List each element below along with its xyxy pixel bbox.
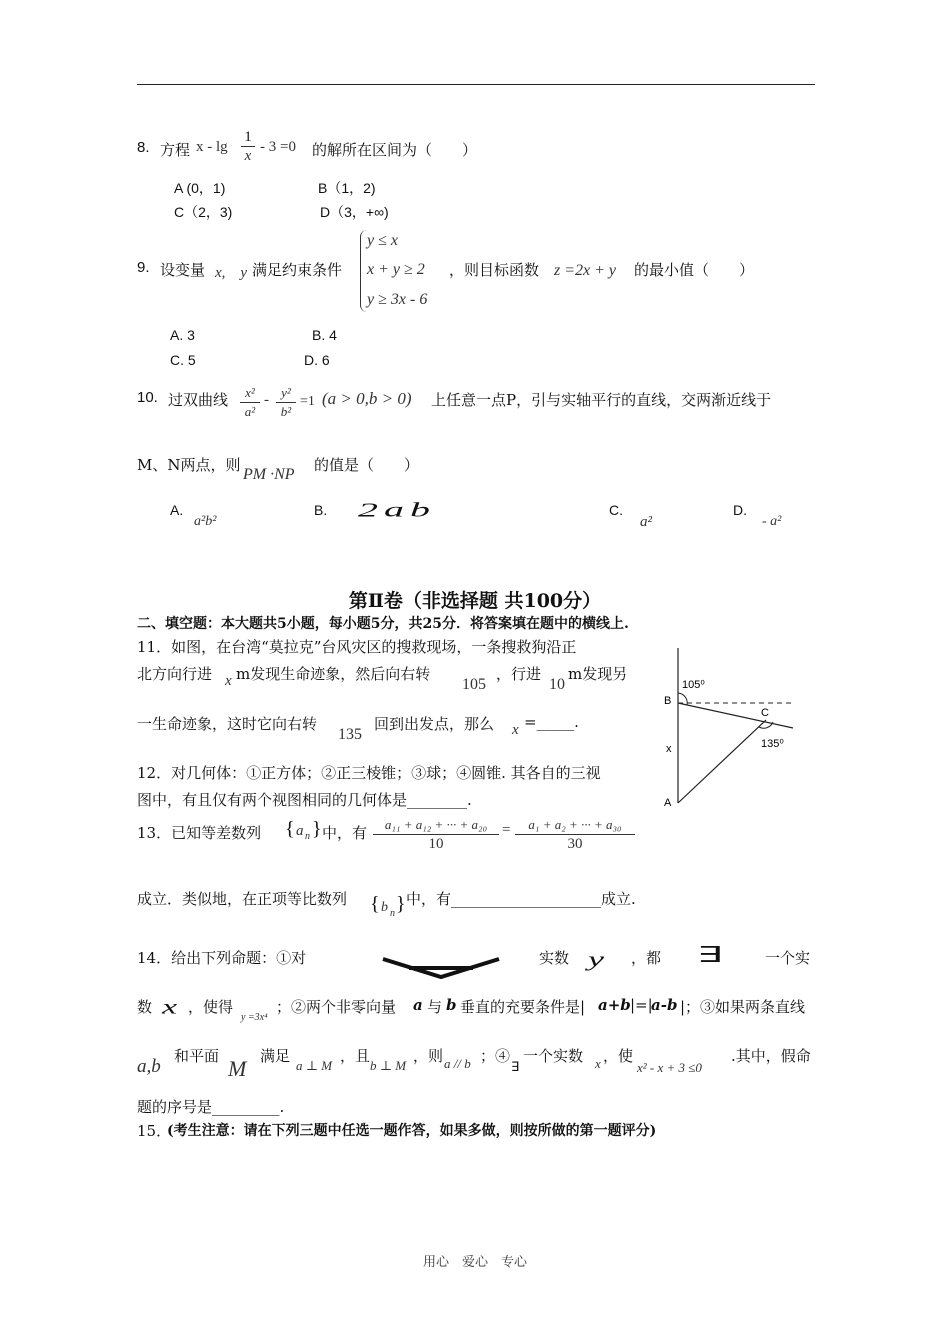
question-text: |=| [630,996,653,1014]
angle-value: 105 [462,676,486,693]
option-b: B（1，2) [318,180,376,196]
segment-ca [678,720,766,803]
perp-expr: b ⊥ M [370,1058,407,1073]
objective-expr: z =2x + y [554,262,617,279]
exists-symbol: ∃ [697,942,723,968]
section-heading: 二、填空题：本大题共5小题，每小题5分，共25分．将答案填在题中的横线上. [137,616,629,632]
option-c: C（2，3) [174,204,233,220]
question-text: M、N两点，则 [137,456,241,474]
question-text: m发现另 [568,665,628,683]
lines-ab: a,b [137,1056,161,1077]
seq-subscript: n [390,908,395,919]
section-title: 第Ⅱ卷（非选择题 共100分） [348,590,602,612]
point-label-c: C [761,707,769,719]
frac-numerator: a₁ + a₂ + ··· + a₃₀ [515,816,635,835]
math-operator: - [264,392,269,408]
math-expr: - 3 =0 [260,139,296,155]
constraint-brace [360,230,367,312]
point-label-a: A [664,797,672,809]
question-text: ，都 [631,949,662,967]
question-text: 中，有____________________成立. [406,890,636,908]
fraction [515,816,635,853]
question-text: 11．如图，在台湾“莫拉克”台风灾区的搜救现场，一条搜救狗沿正 [137,638,577,656]
page-footer: 用心 爱心 专心 [422,1255,527,1270]
math-condition: (a > 0,b > 0) [322,389,412,408]
question-text: 满足约束条件 [252,261,343,279]
point-label-b: B [664,695,672,707]
segment-bc [678,703,793,728]
option-a: a²b² [194,514,217,529]
brace-open: { [370,893,380,915]
var-x: x [225,673,232,689]
var-x: x [162,996,178,1019]
inequality-expr: x² - x + 3 ≤0 [637,1060,702,1075]
header-rule [137,84,815,85]
var-y: y [588,946,604,971]
question-text: 13．已知等差数列 [137,824,262,842]
question-text: =_____. [524,713,579,731]
question-text: (考生注意：请在下列三题中任选一题作答，如果多做，则按所做的第一题评分) [167,1123,657,1139]
vector-b: b [446,996,457,1014]
frac-numerator: y² [276,384,296,403]
option-a-label: A. [170,502,184,518]
small-expr: y =3x⁴ [241,1012,268,1023]
constraint-1: y ≤ x [367,232,398,249]
question-text: .其中，假命 [731,1047,811,1065]
option-b-label: B. [314,502,328,518]
frac-denominator: 30 [567,836,583,852]
question-text: 回到出发点，那么 [374,715,495,733]
math-expr: x - lg [196,139,228,155]
constraint-2: x + y ≥ 2 [367,261,425,278]
question-text: ，行进 [496,665,542,683]
frac-denominator: 10 [428,836,444,852]
question-text: 图中，有且仅有两个视图相同的几何体是________. [137,791,472,809]
question-text: ；④ [480,1047,511,1065]
perp-expr: a ⊥ M [296,1058,333,1073]
question-text: ，且 [340,1047,371,1065]
option-d: D. 6 [304,352,330,368]
question-text: |；③如果两条直线 [680,998,806,1016]
question-text: 设变量 [160,261,206,279]
seq-subscript: n [305,831,310,842]
question-text: 和平面 [174,1047,220,1065]
fraction [373,816,499,853]
question-text: 12．对几何体：①正方体；②正三棱锥；③球；④圆锥. 其各自的三视 [137,764,601,782]
math-operator: = [502,822,511,838]
option-d: D（3，+∞) [320,204,389,220]
frac-denominator: b² [280,404,292,419]
angle-label-105: 105⁰ [682,679,705,691]
angle-value: 135 [338,726,362,743]
vector-a: a [413,996,423,1014]
var-x: x [512,722,519,738]
frac-numerator: a₁₁ + a₁₂ + ··· + a₂₀ [373,816,499,835]
question-number: 8. [137,139,150,156]
question-text: 数 [137,998,153,1016]
var-x: x [595,1056,601,1071]
question-text: ，则 [413,1047,444,1065]
question-number: 15． [137,1122,172,1140]
question-text: 成立．类似地，在正项等比数列 [137,890,348,908]
parallel-expr: a // b [444,1056,471,1071]
distance-value: 10 [549,676,565,693]
question-text: ，则目标函数 [449,261,540,279]
option-d: - a² [762,514,782,529]
frac-denominator: x [244,148,252,164]
question-text: 一个实数 [523,1047,584,1065]
option-c: a² [640,514,652,530]
question-number: 9. [137,259,150,276]
seq-a: a [296,823,304,839]
angle-label-135: 135⁰ [761,738,784,750]
seq-b: b [381,900,388,915]
brace-open: { [285,818,295,840]
question-text: 北方向行进 [137,665,213,683]
fraction [276,384,296,421]
question-text: 一个实 [765,949,811,967]
question-text: 的解所在区间为（ ） [312,141,478,159]
frac-denominator: a² [244,404,256,419]
question-text: 过双曲线 [168,391,229,409]
math-vars: x, y [215,265,248,281]
exists-symbol: ∃ [511,1060,520,1075]
question-text: 与 [427,998,443,1016]
question-text: 一生命迹象，这时它向右转 [137,715,318,733]
question-text: ；②两个非零向量 [276,998,397,1016]
for-all-symbol [381,956,501,980]
plane-m: M [228,1056,247,1081]
option-b: 2ab [358,498,436,521]
question-text: 上任意一点P，引与实轴平行的直线，交两渐近线于 [431,391,772,409]
question-text: 14．给出下列命题：①对 [137,949,307,967]
question-text: ，使得 [188,998,234,1016]
math-expr: =1 [300,394,315,409]
option-b: B. 4 [312,327,337,343]
option-c-label: C. [609,502,623,518]
option-d-label: D. [733,502,747,518]
constraint-3: y ≥ 3x - 6 [367,291,428,308]
fraction [241,128,255,165]
question-text: 满足 [260,1047,291,1065]
option-a: A. 3 [170,327,195,343]
brace-close: } [312,818,322,840]
vector-diff: a-b [651,996,678,1014]
search-path-diagram [655,640,805,815]
option-c: C. 5 [170,352,196,368]
frac-numerator: 1 [241,128,255,147]
side-label-x: x [666,743,672,755]
question-text: 中，有 [322,824,368,842]
question-text: 题的序号是_________. [137,1098,285,1116]
question-text: ，使 [603,1047,634,1065]
question-text: 方程 [160,141,191,159]
brace-close: } [396,893,406,915]
vector-product: PM ·NP [243,466,295,483]
frac-numerator: x² [240,384,260,403]
question-text: 垂直的充要条件是| [460,998,586,1016]
question-text: 的值是（ ） [314,456,420,474]
question-text: m发现生命迹象，然后向右转 [236,665,431,683]
question-text: 实数 [539,949,570,967]
question-number: 10. [137,389,158,406]
fraction [240,384,260,421]
vector-sum: a+b [598,996,631,1014]
question-text: 的最小值（ ） [634,261,755,279]
option-a: A (0，1) [174,180,226,196]
